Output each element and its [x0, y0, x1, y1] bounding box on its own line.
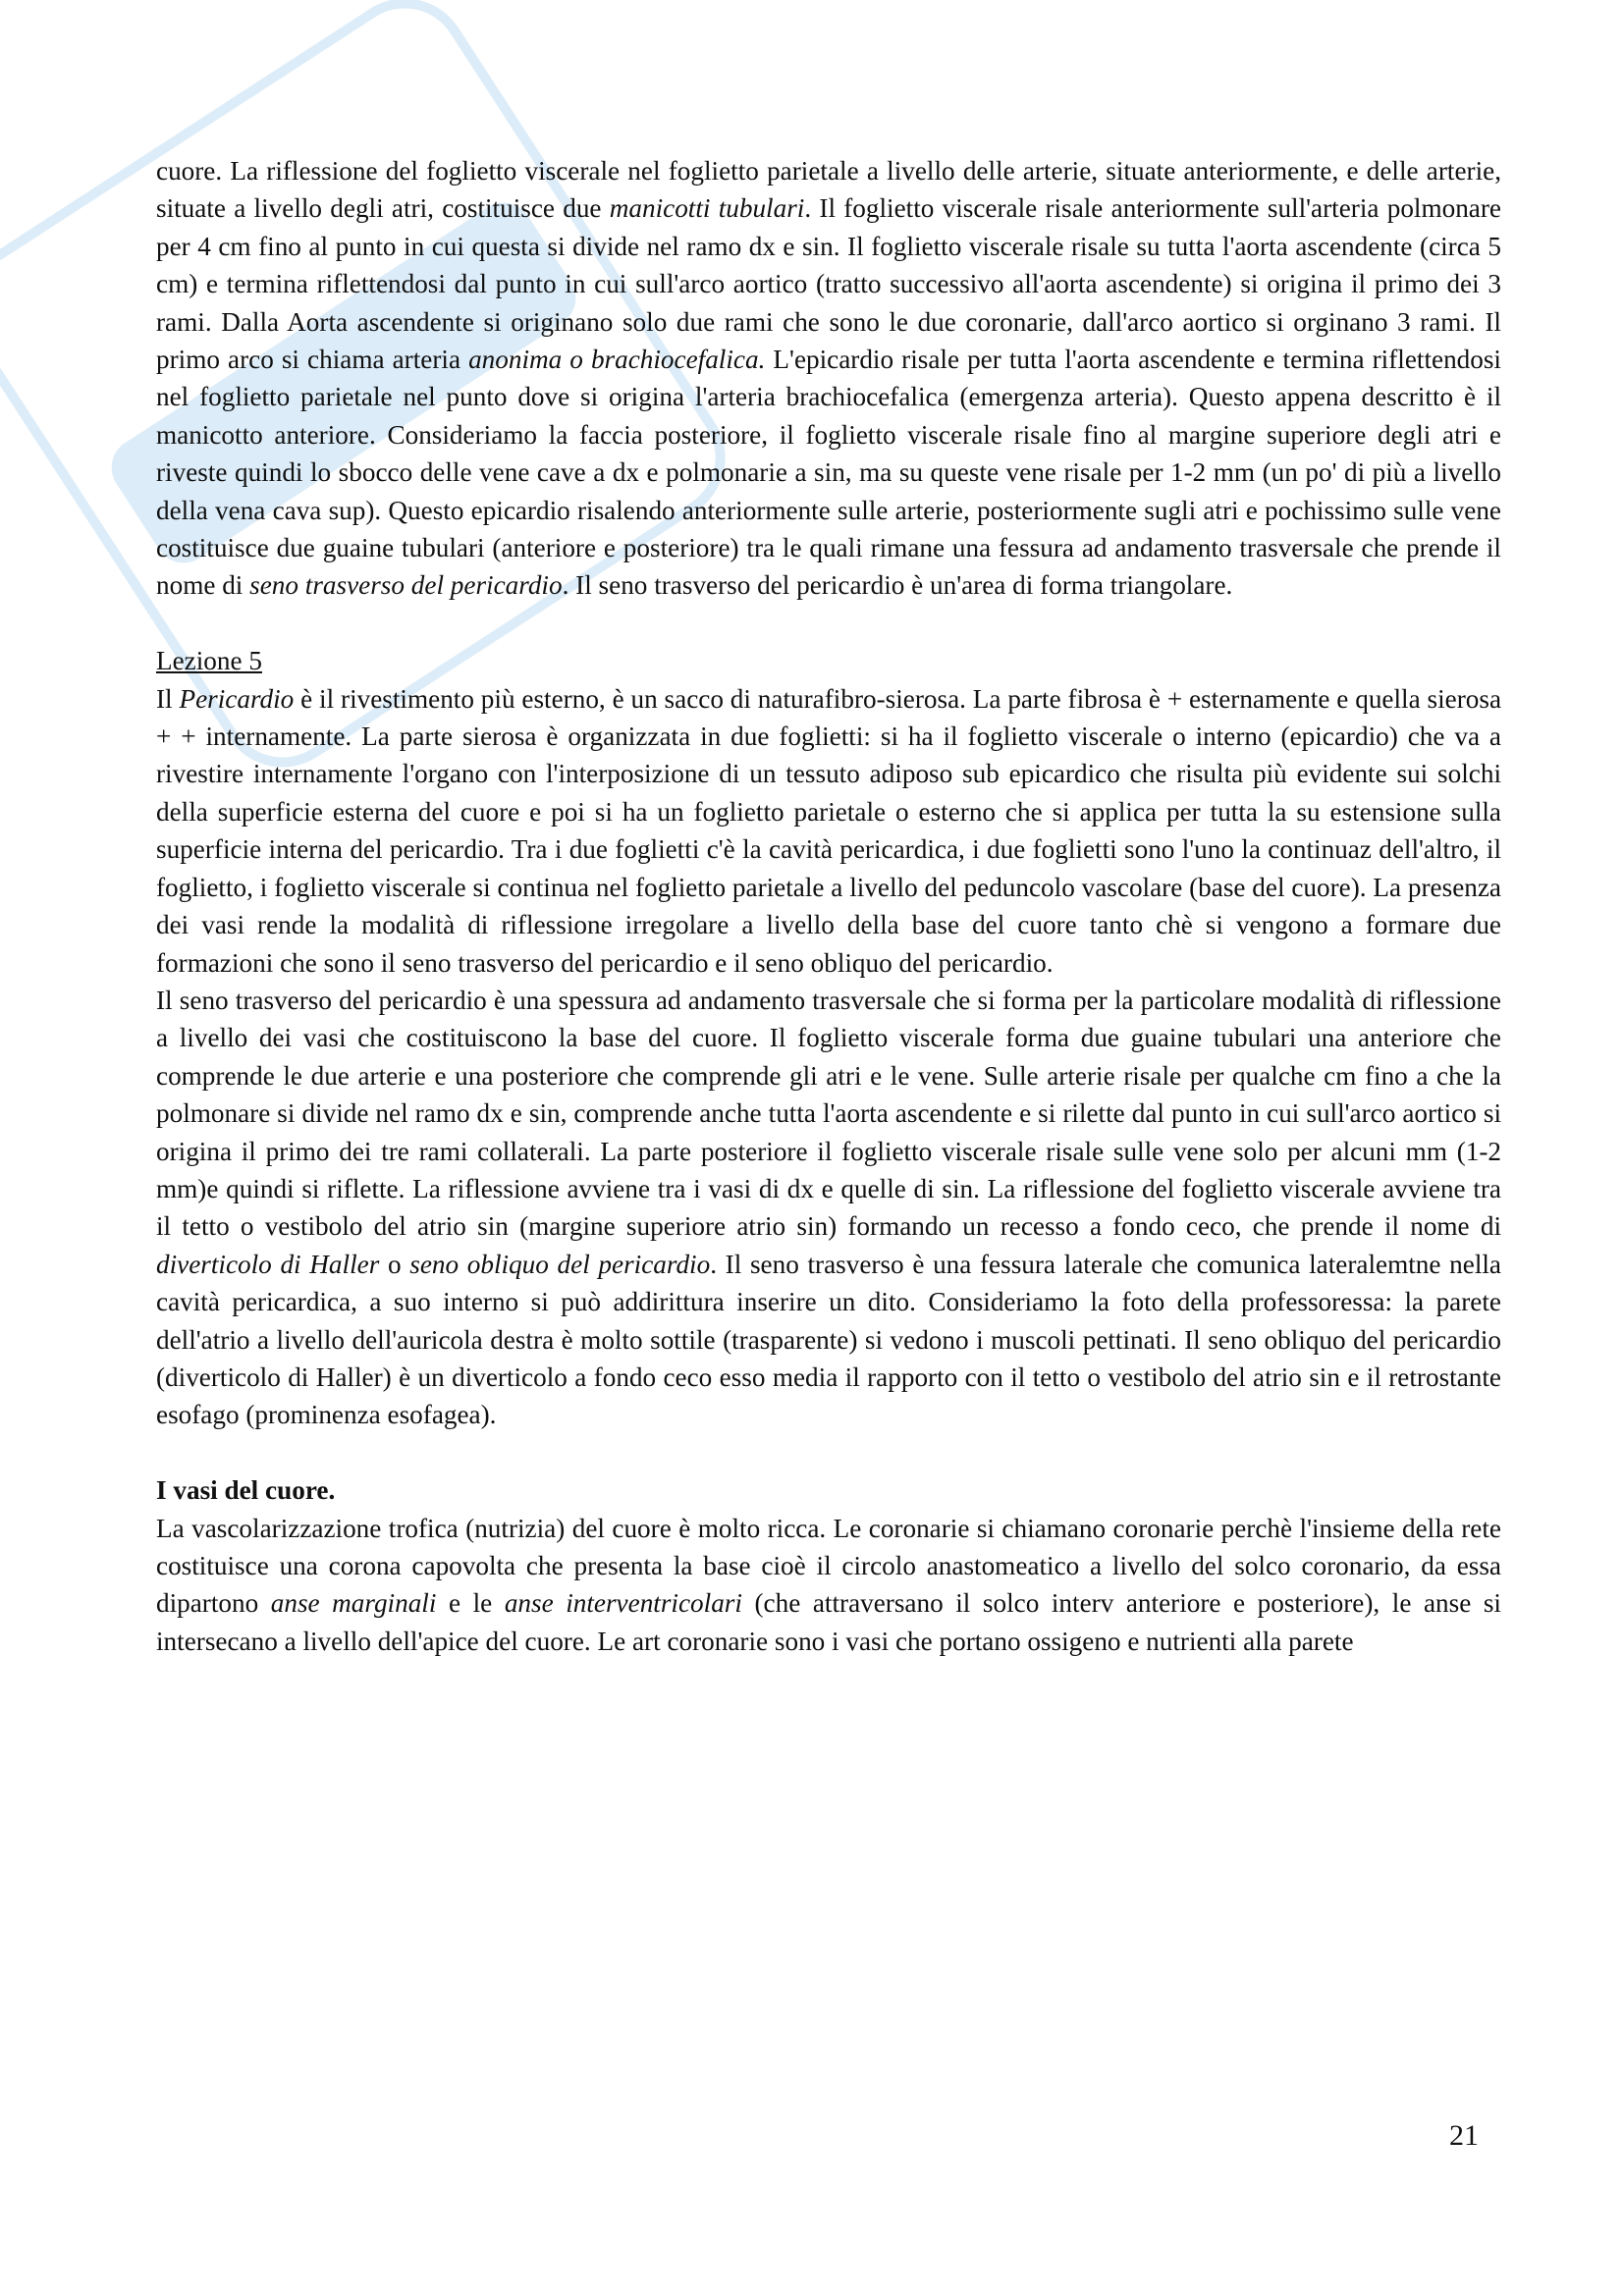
paragraph	[156, 982, 1501, 1434]
paragraph	[156, 1510, 1501, 1661]
italic-term: anse marginali	[270, 1588, 437, 1619]
italic-term: seno obliquo del pericardio	[409, 1249, 711, 1279]
text-run: cuore. La riflessione del foglietto viscerale nel foglietto parietale a livello delle arterie, situate anteriormente, e delle arterie, situate a livello degli atri, costituisce due	[156, 156, 1501, 224]
paragraph	[156, 152, 1501, 605]
section-heading: I vasi del cuore.	[156, 1475, 336, 1506]
text-run: La vascolarizzazione trofica (nutrizia) del cuore è molto ricca. Le coronarie si chiamano coronarie perchè l'insieme della rete costituisce una corona capovolta che presenta la base cioè il circolo anastomeatico a livello del solco coronario, da essa dipartono	[156, 1513, 1501, 1619]
text-run: è il rivestimento più esterno, è un sacco di naturafibro-sierosa. La parte fibrosa è + esternamente e quella sierosa + + internamente. La parte sierosa è organizzata in due foglietti: si ha il foglietto viscerale o interno (epicardio) che va a rivestire internamente l'organo con l'interposizione di un tessuto adiposo sub epicardico che risulta più evidente sui solchi della superficie esterna del cuore e poi si ha un foglietto parietale o esterno che si applica per tutta la su estensione sulla superficie interna del pericardio. Tra i due foglietti c'è la cavità pericardica, i due foglietti sono l'uno la continuaz dell'altro, il foglietto, i foglietto viscerale si continua nel foglietto parietale a livello del peduncolo vascolare (base del cuore). La presenza dei vasi rende la modalità di riflessione irregolare a livello della base del cuore tanto chè si vengono a formare due formazioni che sono il seno trasverso del pericardio e il seno obliquo del pericardio.	[156, 683, 1502, 978]
text-run: (che attraversano il solco interv anteriore e posteriore), le anse si intersecano a livello dell'apice del cuore. Le art coronarie sono i vasi che portano ossigeno e nutrienti alla parete	[156, 1588, 1501, 1656]
italic-term: seno trasverso del pericardio	[249, 570, 563, 601]
page-number: 21	[1449, 2119, 1479, 2152]
text-run: e le	[436, 1588, 505, 1619]
lesson-heading: Lezione 5	[156, 646, 262, 676]
paragraph-gap	[156, 605, 1501, 642]
text-run: . Il foglietto viscerale risale anteriormente sull'arteria polmonare per 4 cm fino al punto in cui questa si divide nel ramo dx e sin. Il foglietto viscerale risale su tutta l'aorta ascendente (circa 5 cm) e termina riflettendosi dal punto in cui sull'arco aortico (tratto successivo all'aorta ascendente) si origina il primo dei 3 rami. Dalla Aorta ascendente si originano solo due rami che sono le due coronarie, dall'arco aortico si orginano 3 rami. Il primo arco si chiama arteria	[156, 193, 1501, 375]
paragraph-gap	[156, 1434, 1501, 1471]
italic-term: diverticolo di Haller	[156, 1249, 380, 1279]
paragraph	[156, 680, 1501, 982]
text-run: o	[379, 1249, 410, 1279]
page-body	[156, 152, 1501, 1660]
italic-term: Pericardio	[179, 683, 295, 714]
italic-term: anonima o brachiocefalica.	[468, 345, 766, 375]
text-run: . Il seno trasverso è una fessura laterale che comunica lateralemtne nella cavità pericardica, a suo interno si può addirittura inserire un dito. Consideriamo la foto della professoressa: la parete dell'atrio a livello dell'auricola destra è molto sottile (trasparente) si vedono i muscoli pettinati. Il seno obliquo del pericardio (diverticolo di Haller) è un diverticolo a fondo ceco esso media il rapporto con il tetto o vestibolo del atrio sin e il retrostante esofago (prominenza esofagea).	[156, 1249, 1501, 1430]
text-run: . Il seno trasverso del pericardio è un'area di forma triangolare.	[562, 570, 1233, 601]
italic-term: anse interventricolari	[504, 1588, 742, 1619]
text-run: L'epicardio risale per tutta l'aorta ascendente e termina riflettendosi nel foglietto parietale nel punto dove si origina l'arteria brachiocefalica (emergenza arteria). Questo appena descritto è il manicotto anteriore. Consideriamo la faccia posteriore, il foglietto viscerale risale fino al margine superiore degli atri e riveste quindi lo sbocco delle vene cave a dx e polmonarie a sin, ma su queste vene risale per 1-2 mm (un po' di più a livello della vena cava sup). Questo epicardio risalendo anteriormente sulle arterie, posteriormente sugli atri e pochissimo sulle vene costituisce due guaine tubulari (anteriore e posteriore) tra le quali rimane una fessura ad andamento trasversale che prende il nome di	[156, 345, 1501, 601]
text-run: Il	[156, 683, 180, 714]
italic-term: manicotti tubulari	[609, 193, 805, 224]
text-run: Il seno trasverso del pericardio è una spessura ad andamento trasversale che si forma per la particolare modalità di riflessione a livello dei vasi che costituiscono la base del cuore. Il foglietto viscerale forma due guaine tubulari una anteriore che comprende le due arterie e una posteriore che comprende gli atri e le vene. Sulle arterie risale per qualche cm fino a che la polmonare si divide nel ramo dx e sin, comprende anche tutta l'aorta ascendente e si rilette dal punto in cui sull'arco aortico si origina il primo dei tre rami collaterali. La parte posteriore il foglietto viscerale risale sulle vene solo per alcuni mm (1-2 mm)e quindi si riflette. La riflessione avviene tra i vasi di dx e quelle di sin. La riflessione del foglietto viscerale avviene tra il tetto o vestibolo del atrio sin (margine superiore atrio sin) formando un recesso a fondo ceco, che prende il nome di	[156, 985, 1501, 1242]
